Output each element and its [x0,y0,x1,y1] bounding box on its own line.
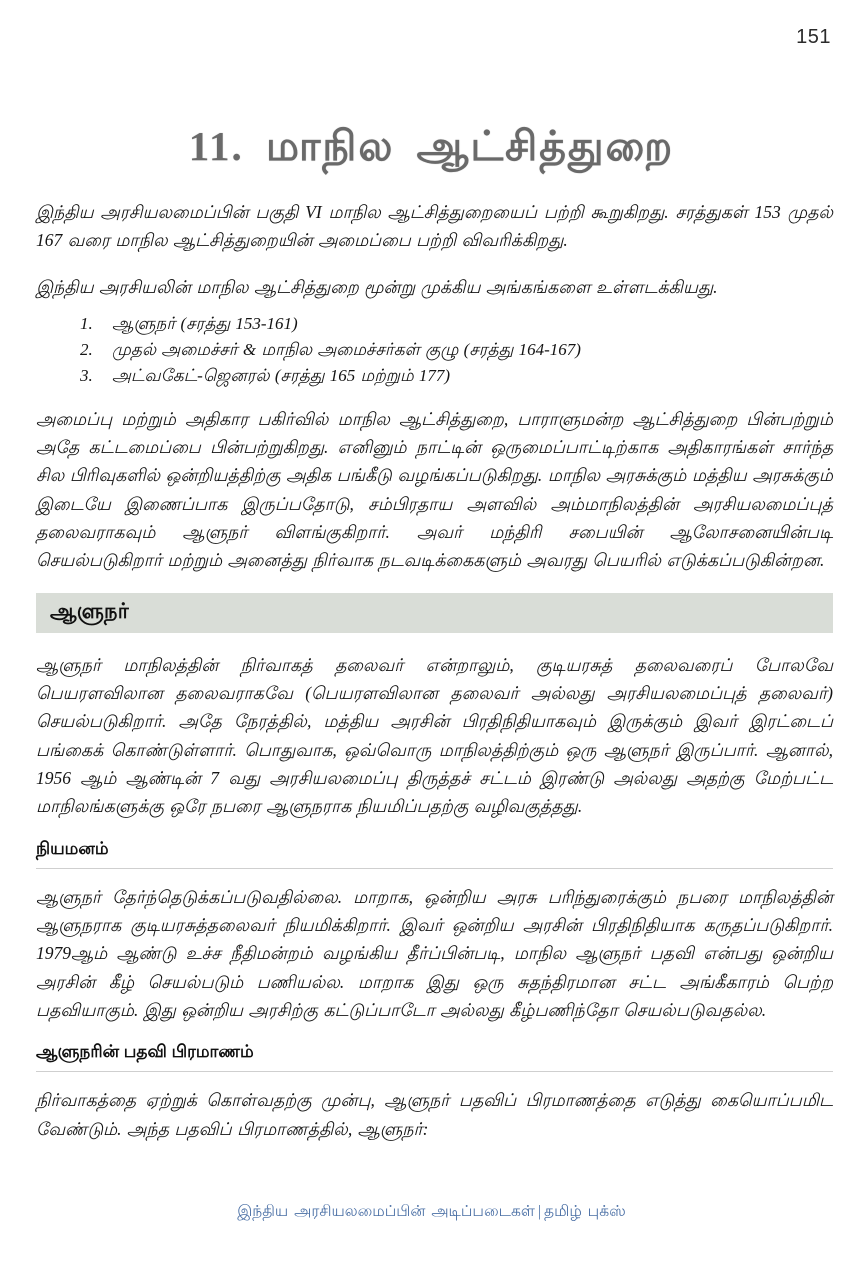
oath-paragraph: நிர்வாகத்தை ஏற்றுக் கொள்வதற்கு முன்பு, ஆளுநர் பதவிப் பிரமாணத்தை எடுத்து கையொப்பமிட வேண்டும். அந்த பதவிப் பிரமாணத்தில், ஆளுநர்: [36,1090,833,1139]
subheading-label: ஆளுநரின் பதவி பிரமாணம் [36,1042,254,1062]
footer-publisher: தமிழ் புக்ஸ் [543,1203,626,1220]
governor-paragraph: ஆளுநர் மாநிலத்தின் நிர்வாகத் தலைவர் என்றாலும், குடியரசுத் தலைவரைப் போலவே பெயரளவிலான தலைவராகவே (பெயரளவிலான தலைவர் அல்லது அரசியலமைப்புத் தலைவர்) செயல்படுகிறார். அதே நேரத்தில், மத்திய அரசின் பிரதிநிதியாகவும் இருக்கும் இவர் இரட்டைப் பங்கைக் கொண்டுள்ளார். பொதுவாக, ஒவ்வொரு மாநிலத்திற்கும் ஒரு ஆளுநர் இருப்பார். ஆனால், 1956 ஆம் ஆண்டின் 7 வது அரசியலமைப்பு திருத்தச் சட்டம் இரண்டு அல்லது அதற்கு மேற்பட்ட மாநிலங்களுக்கு ஒரே நபரை ஆளுநராக நியமிப்பதற்கு வழிவகுத்தது. [36,654,833,817]
intro-paragraph-2: இந்திய அரசியலின் மாநில ஆட்சித்துறை மூன்று முக்கிய அங்கங்களை உள்ளடக்கியது. [36,276,718,297]
section-heading-label: ஆளுநர் [50,599,129,623]
subheading-oath [36,1042,833,1072]
chapter-title: 11. மாநில ஆட்சித்துறை [188,123,675,170]
list-item: 1. ஆளுநர் (சரத்து 153-161) [98,311,833,337]
subheading-label: நியமனம் [36,838,109,858]
subheading-appointment [36,839,833,869]
section-heading-governor [36,593,833,633]
list-item: 3. அட்வகேட்-ஜெனரல் (சரத்து 165 மற்றும் 177) [98,363,833,389]
structure-paragraph: அமைப்பு மற்றும் அதிகார பகிர்வில் மாநில ஆட்சித்துறை, பாராளுமன்ற ஆட்சித்துறை பின்பற்றும் அதே கட்டமைப்பை பின்பற்றுகிறது. எனினும் நாட்டின் ஒருமைப்பாட்டிற்காக அதிகாரங்கள் சார்ந்த சில பிரிவுகளில் ஒன்றியத்திற்கு அதிக பங்கீடு வழங்கப்படுகிறது. மாநில அரசுக்கும் மத்திய அரசுக்கும் இடையே இணைப்பாக இருப்பதோடு, சம்பிரதாய அளவில் அம்மாநிலத்தின் அரசியலமைப்புத் தலைவராகவும் ஆளுநர் விளங்குகிறார். அவர் மந்திரி சபையின் ஆலோசனையின்படி செயல்படுகிறார் மற்றும் அனைத்து நிர்வாக நடவடிக்கைகளும் அவரது பெயரில் எடுக்கப்படுகின்றன. [36,408,833,571]
page-content [36,198,833,1161]
page-footer [0,1203,863,1222]
list-item: 2. முதல் அமைச்சர் & மாநில அமைச்சர்கள் குழு (சரத்து 164-167) [98,337,833,363]
footer-separator: | [537,1203,541,1220]
appointment-paragraph: ஆளுநர் தேர்ந்தெடுக்கப்படுவதில்லை. மாறாக, ஒன்றிய அரசு பரிந்துரைக்கும் நபரை மாநிலத்தின் ஆளுநராக குடியரசுத்தலைவர் நியமிக்கிறார். இவர் ஒன்றிய அரசின் பிரதிநிதியாக கருதப்படுகிறார். 1979ஆம் ஆண்டு உச்ச நீதிமன்றம் வழங்கிய தீர்ப்பின்படி, மாநில ஆளுநர் பதவி என்பது ஒன்றிய அரசின் கீழ் செயல்படும் பணியல்ல. மாறாக இது ஒரு சுதந்திரமான சட்ட அங்கீகாரம் பெற்ற பதவியாகும். இது ஒன்றிய அரசிற்கு கட்டுப்பாடோ அல்லது கீழ்பணிந்தோ செயல்படுவதல்ல. [36,886,833,1021]
intro-paragraph-1: இந்திய அரசியலமைப்பின் பகுதி VI மாநில ஆட்சித்துறையைப் பற்றி கூறுகிறது. சரத்துகள் 153 முதல் 167 வரை மாநில ஆட்சித்துறையின் அமைப்பை பற்றி விவரிக்கிறது. [36,202,833,251]
organs-list [36,311,833,388]
page-number: 151 [796,26,831,48]
footer-book-title: இந்திய அரசியலமைப்பின் அடிப்படைகள் [237,1203,535,1220]
